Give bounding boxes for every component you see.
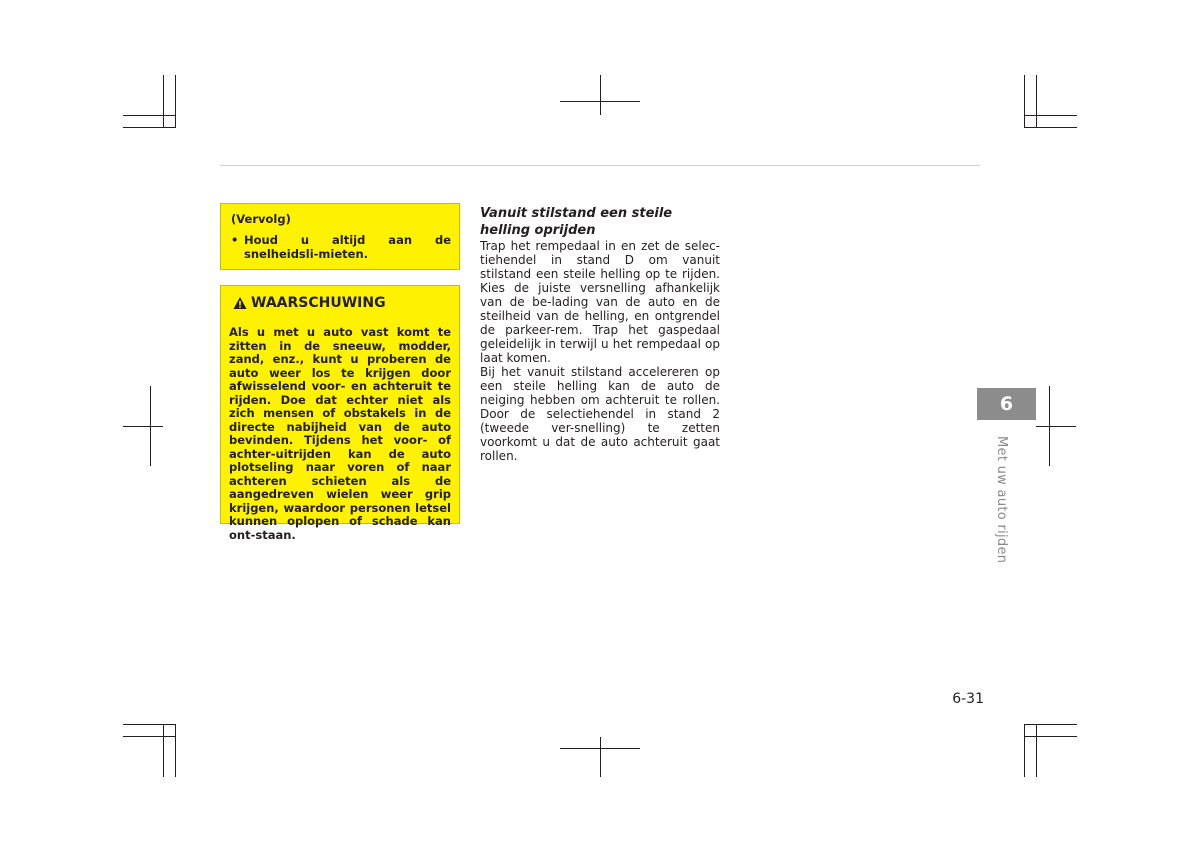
continued-title: (Vervolg) — [231, 212, 291, 226]
chapter-tab: 6 — [977, 388, 1036, 420]
registration-mark — [123, 426, 163, 427]
warning-text: Als u met u auto vast komt te zitten in de sneeuw, modder, zand, enz., kunt u proberen de auto weer los te krijgen door afwisselend voor- en achteruit te rijden. Doe dat echter niet als zich mensen of obstakels in de directe nabijheid van de auto bevinden. Tijdens het voor- of achter-uitrijden kan de auto plotseling naar voren of naar achteren schieten als de aangedreven wielen weer grip krijgen, waardoor personen letsel kunnen oplopen of schade kan ont-staan. — [229, 325, 451, 542]
crop-mark — [123, 724, 176, 725]
page-number: 6-31 — [952, 691, 984, 707]
registration-mark — [560, 101, 640, 102]
bullet-symbol: • — [231, 233, 239, 247]
crop-mark — [1024, 75, 1025, 128]
header-rule — [220, 165, 980, 166]
crop-mark — [163, 724, 164, 777]
crop-mark — [1024, 736, 1077, 737]
crop-mark — [175, 724, 176, 777]
crop-mark — [1036, 724, 1037, 777]
chapter-title: Met uw auto rijden — [994, 436, 1009, 564]
body-paragraph: Trap het rempedaal in en zet de selec-tiehendel in stand D om vanuit stilstand een steile helling op te rijden. Kies de juiste versnelling afhankelijk van de be-lading van de auto en de steilheid van de helling, en ontgrendel de parkeer-rem. Trap het gaspedaal geleidelijk in terwijl u het rempedaal op laat komen. — [480, 239, 720, 365]
registration-mark — [1036, 426, 1076, 427]
bullet-item — [231, 233, 451, 261]
crop-mark — [175, 75, 176, 128]
bullet-text: Houd u altijd aan de snelheidsli-mieten. — [244, 233, 451, 261]
crop-mark — [123, 736, 176, 737]
registration-mark — [600, 75, 601, 115]
body-paragraph: Bij het vanuit stilstand accelereren op een steile helling kan de auto de neiging hebben om achteruit te rollen. Door de selectiehendel in stand 2 (tweede ver-snelling) te zetten voorkomt u dat de auto achteruit gaat rollen. — [480, 365, 720, 463]
crop-mark — [163, 75, 164, 128]
warning-title: WAARSCHUWING — [251, 295, 386, 311]
crop-mark — [1024, 127, 1077, 128]
crop-mark — [123, 127, 176, 128]
registration-mark — [600, 737, 601, 777]
warning-triangle-icon — [233, 296, 247, 310]
crop-mark — [123, 115, 176, 116]
continued-box — [220, 203, 460, 270]
main-column — [480, 205, 720, 463]
warning-header — [229, 294, 451, 312]
crop-mark — [1024, 724, 1025, 777]
crop-mark — [1036, 75, 1037, 128]
warning-box — [220, 285, 460, 542]
crop-mark — [1024, 724, 1077, 725]
registration-mark — [560, 748, 640, 749]
crop-mark — [1024, 115, 1077, 116]
section-title: Vanuit stilstand een steile helling oprijden — [480, 206, 673, 238]
